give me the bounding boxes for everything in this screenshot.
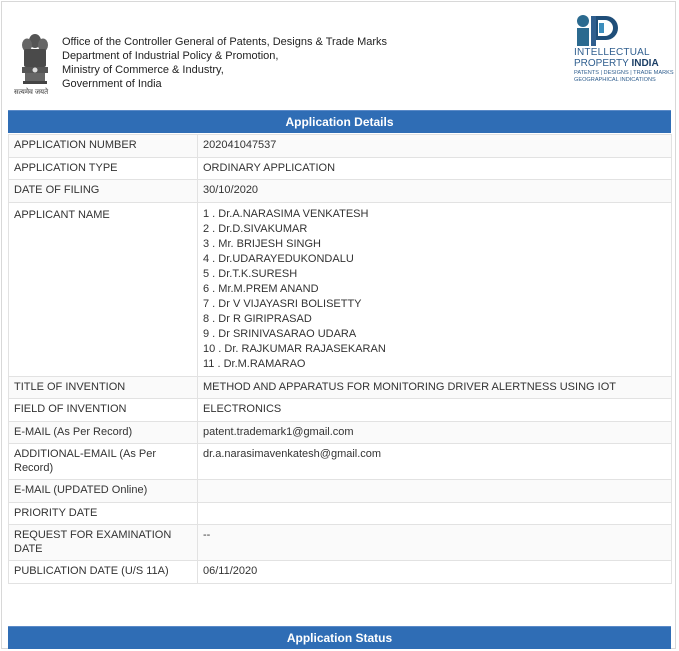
applicant-item: 8 . Dr R GIRIPRASAD	[203, 312, 312, 325]
ip-logo-line1: INTELLECTUAL	[574, 47, 650, 58]
page-frame	[1, 1, 676, 649]
application-details-header: Application Details	[8, 110, 671, 133]
row-label: E-MAIL (UPDATED Online)	[9, 480, 198, 503]
office-title	[62, 35, 387, 91]
row-label: DATE OF FILING	[9, 180, 198, 203]
applicant-item: 10 . Dr. RAJKUMAR RAJASEKARAN	[203, 342, 386, 355]
applicant-names	[198, 202, 672, 376]
office-line: Office of the Controller General of Patents, Designs & Trade Marks	[62, 36, 388, 48]
row-value: 202041047537	[198, 135, 672, 158]
ip-india-mark-icon	[574, 14, 618, 48]
row-label: TITLE OF INVENTION	[9, 376, 198, 399]
applicant-item: 2 . Dr.D.SIVAKUMAR	[203, 222, 308, 235]
row-value: 06/11/2020	[198, 561, 672, 584]
table-row	[9, 135, 672, 158]
row-label: APPLICATION TYPE	[9, 157, 198, 180]
ip-india-logo	[572, 14, 674, 86]
row-value: METHOD AND APPARATUS FOR MONITORING DRIVER ALERTNESS USING IOT	[198, 376, 672, 399]
row-label: PRIORITY DATE	[9, 502, 198, 525]
application-status-header: Application Status	[8, 626, 671, 649]
table-row	[9, 561, 672, 584]
table-row	[9, 525, 672, 561]
row-label: APPLICATION NUMBER	[9, 135, 198, 158]
row-label: REQUEST FOR EXAMINATION DATE	[9, 525, 198, 561]
row-value: dr.a.narasimavenkatesh@gmail.com	[198, 444, 672, 480]
applicant-item: 7 . Dr V VIJAYASRI BOLISETTY	[203, 297, 362, 310]
national-emblem-icon	[16, 27, 54, 97]
page-header	[2, 2, 675, 106]
table-row	[9, 480, 672, 503]
ip-logo-tagline	[574, 70, 674, 83]
applicant-item: 1 . Dr.A.NARASIMA VENKATESH	[203, 207, 369, 220]
row-value: patent.trademark1@gmail.com	[198, 421, 672, 444]
ip-logo-line3: PATENTS | DESIGNS | TRADE MARKS	[574, 70, 674, 76]
applicant-item: 4 . Dr.UDARAYEDUKONDALU	[203, 252, 354, 265]
ip-logo-property: PROPERTY	[574, 58, 632, 69]
ip-logo-line2	[574, 58, 659, 69]
office-line: Department of Industrial Policy & Promotion,	[62, 50, 279, 62]
row-value	[198, 502, 672, 525]
office-line: Government of India	[62, 78, 162, 90]
table-row	[9, 444, 672, 480]
row-value	[198, 480, 672, 503]
applicant-name-label: APPLICANT NAME	[9, 202, 198, 376]
applicant-item: 6 . Mr.M.PREM ANAND	[203, 282, 319, 295]
ip-logo-india: INDIA	[631, 58, 659, 69]
table-row	[9, 180, 672, 203]
application-details-table	[8, 134, 672, 584]
row-label: E-MAIL (As Per Record)	[9, 421, 198, 444]
table-row	[9, 376, 672, 399]
row-value: --	[198, 525, 672, 561]
ip-logo-line4: GEOGRAPHICAL INDICATIONS	[574, 76, 656, 83]
emblem-caption: सत्यमेव जयते	[14, 89, 49, 96]
applicant-item: 11 . Dr.M.RAMARAO	[203, 357, 306, 370]
row-value: 30/10/2020	[198, 180, 672, 203]
table-row	[9, 502, 672, 525]
table-row	[9, 399, 672, 422]
applicant-item: 9 . Dr SRINIVASARAO UDARA	[203, 327, 357, 340]
table-row	[9, 157, 672, 180]
row-label: PUBLICATION DATE (U/S 11A)	[9, 561, 198, 584]
table-row	[9, 421, 672, 444]
row-label: ADDITIONAL-EMAIL (As Per Record)	[9, 444, 198, 480]
row-label: FIELD OF INVENTION	[9, 399, 198, 422]
row-value: ORDINARY APPLICATION	[198, 157, 672, 180]
office-line: Ministry of Commerce & Industry,	[62, 64, 224, 76]
applicant-item: 3 . Mr. BRIJESH SINGH	[203, 237, 321, 250]
applicant-item: 5 . Dr.T.K.SURESH	[203, 267, 298, 280]
row-value: ELECTRONICS	[198, 399, 672, 422]
table-row	[9, 202, 672, 376]
